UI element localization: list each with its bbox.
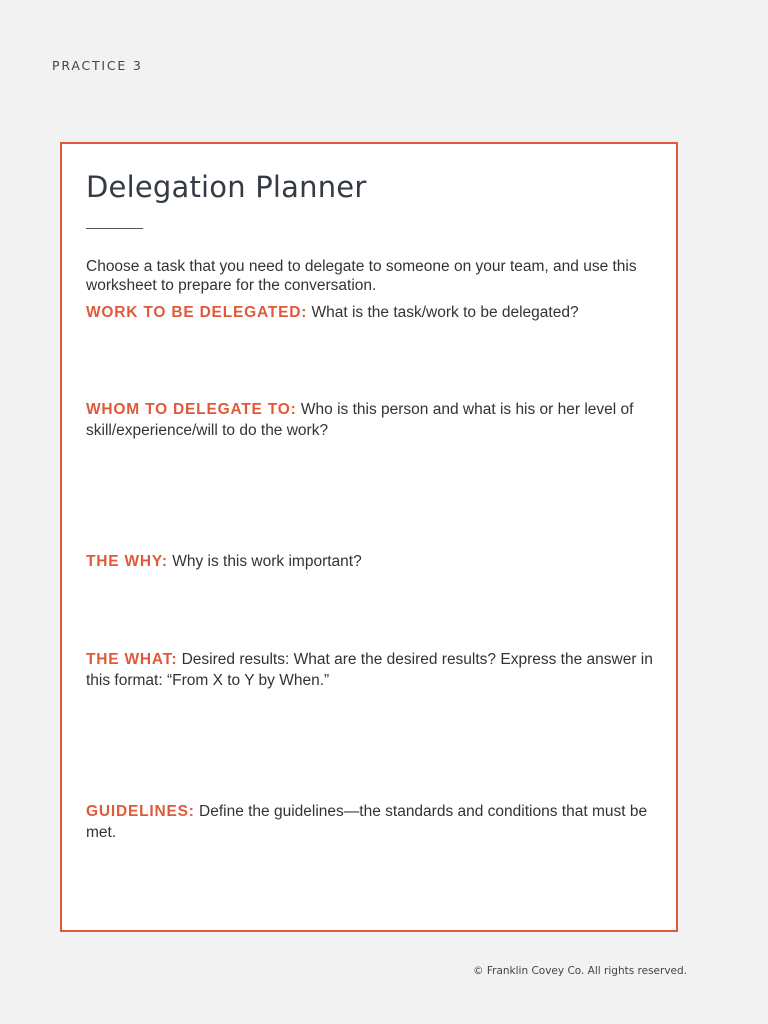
section-prompt: Who is this person and what is his or her level of skill/experience/will to do the work? xyxy=(86,401,634,439)
title-divider xyxy=(86,228,143,229)
section-prompt: What is the task/work to be delegated? xyxy=(311,304,579,321)
section-label: WORK TO BE DELEGATED: xyxy=(86,304,308,321)
delegation-planner-card xyxy=(60,142,678,932)
intro-text: Choose a task that you need to delegate to someone on your team, and use this worksheet to prepare for the conversation. xyxy=(86,258,637,294)
section-whom-to-delegate-to xyxy=(86,399,661,441)
section-prompt: Desired results: What are the desired results? Express the answer in this format: “From X to Y by When.” xyxy=(86,651,653,689)
section-the-what xyxy=(86,649,661,691)
practice-label: PRACTICE 3 xyxy=(52,58,143,73)
section-prompt: Define the guidelines—the standards and conditions that must be met. xyxy=(86,803,648,841)
page-title: Delegation Planner xyxy=(86,170,367,204)
section-label: THE WHAT: xyxy=(86,651,178,668)
section-guidelines xyxy=(86,801,661,843)
section-prompt: Why is this work important? xyxy=(172,553,362,570)
section-label: GUIDELINES: xyxy=(86,803,195,820)
section-work-to-be-delegated xyxy=(86,302,661,323)
section-the-why xyxy=(86,551,661,572)
copyright-notice: © Franklin Covey Co. All rights reserved. xyxy=(473,965,687,977)
section-label: WHOM TO DELEGATE TO: xyxy=(86,401,297,418)
section-label: THE WHY: xyxy=(86,553,168,570)
